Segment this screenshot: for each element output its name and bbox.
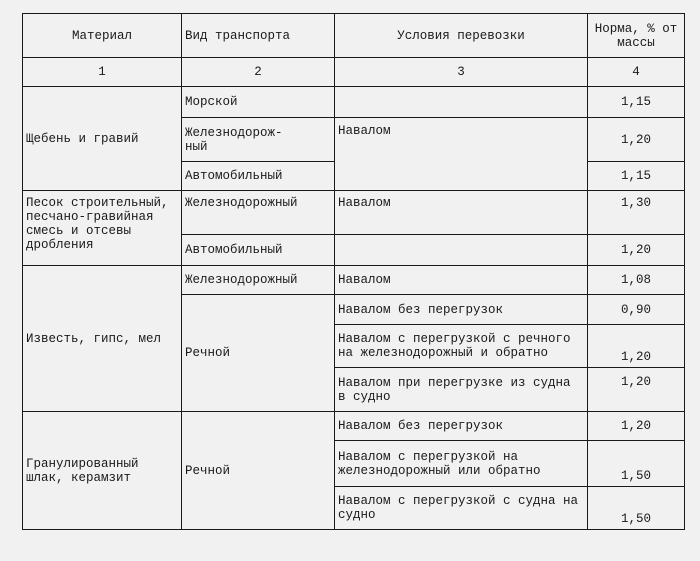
header-row xyxy=(23,14,685,58)
table-row xyxy=(23,266,685,295)
norm-cell: 1,20 xyxy=(588,368,685,412)
transport-cell: Автомобильный xyxy=(182,162,335,191)
transport-cell: Железнодорожный xyxy=(182,266,335,295)
condition-cell: Навалом xyxy=(335,191,588,235)
material-cell: Песок строительный, песчано-гравийная смесь и отсевы дробления xyxy=(23,191,182,266)
table-row xyxy=(23,87,685,118)
column-number: 3 xyxy=(335,58,588,87)
transport-cell: Железнодорожный xyxy=(182,191,335,235)
norm-cell: 1,50 xyxy=(588,441,685,487)
table-row xyxy=(23,412,685,441)
column-numbers-row xyxy=(23,58,685,87)
condition-cell: Навалом xyxy=(335,118,588,191)
norms-table-container xyxy=(22,13,685,530)
condition-cell: Навалом xyxy=(335,266,588,295)
header-transport: Вид транспорта xyxy=(182,14,335,58)
column-number: 4 xyxy=(588,58,685,87)
condition-cell: Навалом без перегрузок xyxy=(335,295,588,325)
material-cell: Известь, гипс, мел xyxy=(23,266,182,412)
material-cell: Гранулированный шлак, керамзит xyxy=(23,412,182,530)
transport-cell: Морской xyxy=(182,87,335,118)
norm-cell: 1,15 xyxy=(588,87,685,118)
condition-cell: Навалом без перегрузок xyxy=(335,412,588,441)
norm-cell: 1,20 xyxy=(588,118,685,162)
header-conditions: Условия перевозки xyxy=(335,14,588,58)
condition-cell xyxy=(335,87,588,118)
header-material: Материал xyxy=(23,14,182,58)
column-number: 1 xyxy=(23,58,182,87)
condition-cell: Навалом с перегрузкой с речного на железнодорожный и обратно xyxy=(335,325,588,368)
transport-cell: Речной xyxy=(182,295,335,412)
condition-cell: Навалом при перегрузке из судна в судно xyxy=(335,368,588,412)
column-number: 2 xyxy=(182,58,335,87)
norm-cell: 1,15 xyxy=(588,162,685,191)
material-cell: Щебень и гравий xyxy=(23,87,182,191)
norm-cell: 1,08 xyxy=(588,266,685,295)
condition-cell: Навалом с перегрузкой на железнодорожный или обратно xyxy=(335,441,588,487)
norm-cell: 1,30 xyxy=(588,191,685,235)
condition-cell xyxy=(335,235,588,266)
norm-cell: 1,20 xyxy=(588,235,685,266)
norm-cell: 1,50 xyxy=(588,487,685,530)
condition-cell: Навалом с перегрузкой с судна на судно xyxy=(335,487,588,530)
header-norm: Норма, % от массы xyxy=(588,14,685,58)
norms-table xyxy=(22,13,685,530)
norm-cell: 1,20 xyxy=(588,325,685,368)
transport-cell: Автомобильный xyxy=(182,235,335,266)
norm-cell: 0,90 xyxy=(588,295,685,325)
transport-cell: Речной xyxy=(182,412,335,530)
norm-cell: 1,20 xyxy=(588,412,685,441)
transport-cell: Железнодорож- ный xyxy=(182,118,335,162)
table-row xyxy=(23,191,685,235)
